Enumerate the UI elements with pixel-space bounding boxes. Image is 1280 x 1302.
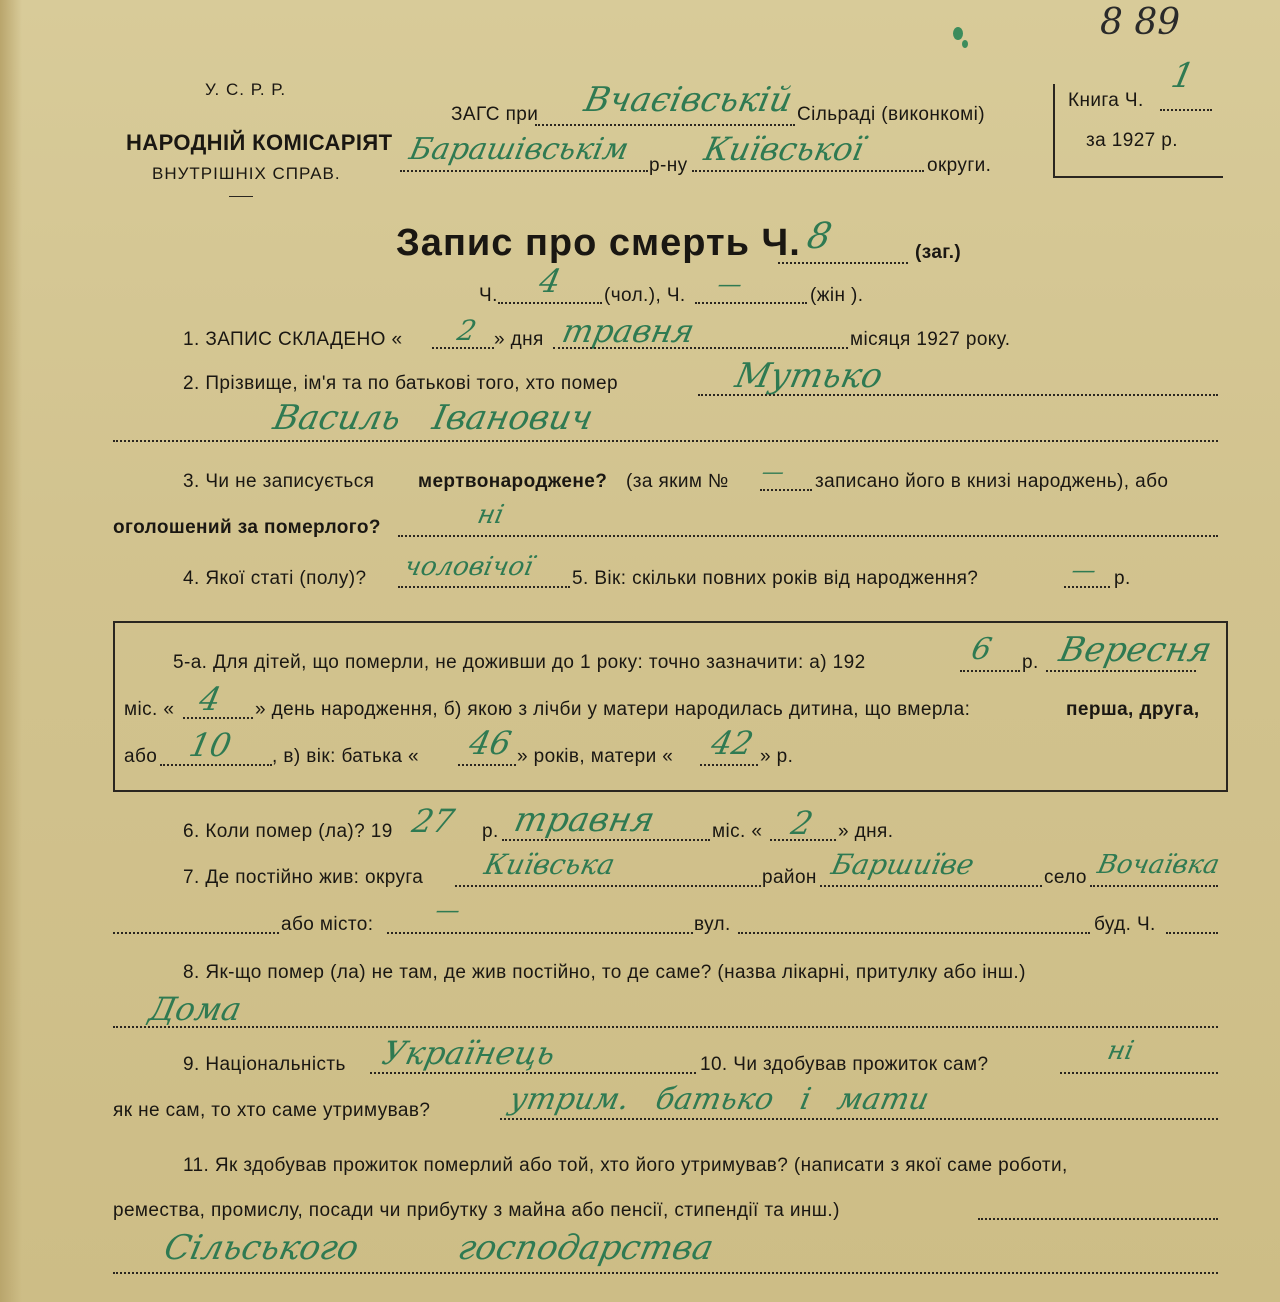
- street-field-label: вул.: [694, 914, 731, 935]
- okruga-line: [692, 170, 924, 172]
- birth-order-line: [160, 764, 272, 766]
- book-year: за 1927 р.: [1086, 130, 1178, 151]
- infant-year-line: [960, 670, 1020, 672]
- declared-dead-line: [398, 535, 1218, 537]
- death-day-line: [770, 839, 836, 841]
- declared-dead-label: оголошений за померлого?: [113, 517, 381, 538]
- okruga-value: Київської: [700, 130, 868, 168]
- raion-field-label: район: [762, 867, 817, 888]
- field1-suffix: місяця 1927 року.: [850, 329, 1011, 350]
- residence-city: —: [433, 896, 463, 924]
- stillborn-label: мертвонароджене?: [418, 471, 608, 492]
- self-supporting-line: [1060, 1072, 1218, 1074]
- selo-field-label: село: [1044, 867, 1087, 888]
- field7-label: 7. Де постійно жив: округа: [183, 867, 424, 888]
- commissariat-label: НАРОДНІЙ КОМІСАРІЯТ: [126, 130, 393, 155]
- birth-order: 10: [185, 726, 235, 764]
- field5a-line2: » день народження, б) якою з лічби у матери народилась дитина, що вмерла:: [255, 699, 971, 720]
- mother-age: 42: [707, 724, 757, 762]
- header-divider: [229, 196, 253, 197]
- field3-mid: (за яким №: [626, 471, 729, 492]
- book-box-bottom: [1053, 176, 1223, 178]
- field5a-line5: » р.: [760, 746, 794, 767]
- field5a-abo: або: [124, 746, 158, 767]
- female-count: —: [715, 270, 745, 298]
- age-line: [1064, 586, 1110, 588]
- mother-age-line: [700, 764, 758, 766]
- ink-spot: [953, 27, 963, 40]
- house-line: [1166, 932, 1218, 934]
- field5a-line3: , в) вік: батька «: [272, 746, 419, 767]
- field4-label: 4. Якої статі (полу)?: [183, 568, 367, 589]
- infant-month-line: [1046, 670, 1196, 672]
- okruga-label: округи.: [927, 155, 992, 176]
- female-count-line: [695, 302, 807, 304]
- field5a-line1: 5-а. Для дітей, що померли, не доживши до 1 року: точно зазначити: а) 192: [173, 652, 866, 673]
- house-field-label: буд. Ч.: [1094, 914, 1156, 935]
- field5a-mis: міс. «: [124, 699, 175, 720]
- death-place-line: [113, 1026, 1218, 1028]
- record-number: 8: [803, 216, 836, 257]
- record-month: травня: [558, 312, 698, 350]
- field5a-r: р.: [1022, 652, 1039, 673]
- nationality: Українець: [378, 1034, 559, 1072]
- infant-birth-month: Вересня: [1055, 630, 1216, 670]
- field9-label: 9. Національність: [183, 1054, 346, 1075]
- infant-day-line: [183, 717, 253, 719]
- self-supporting: ні: [1104, 1036, 1137, 1066]
- father-age-line: [458, 764, 516, 766]
- field5-label: 5. Вік: скільки повних років від народження?: [572, 568, 979, 589]
- declared-dead-answer: ні: [474, 500, 507, 530]
- street-line: [738, 932, 1090, 934]
- field11-line1: 11. Як здобував прожиток померлий або той, хто його утримував? (написати з якої саме роботи,: [183, 1155, 1068, 1176]
- death-day: 2: [787, 804, 817, 842]
- raion-value: Барашівськім: [406, 132, 632, 167]
- residence-selo: Вочаївка: [1094, 850, 1223, 880]
- zags-place: Вчаєівській: [580, 80, 797, 120]
- infant-birth-year: 6: [968, 632, 995, 667]
- council-label: Сільраді (виконкомі): [797, 104, 985, 125]
- occupation: Сільського господарства: [160, 1228, 718, 1268]
- field3-suffix: записано його в книзі народжень), або: [815, 471, 1169, 492]
- ussr-label: У. С. Р. Р.: [205, 80, 287, 99]
- infant-birth-day: 4: [195, 680, 225, 718]
- age-unit: р.: [1114, 568, 1131, 589]
- city-field-label: або місто:: [281, 914, 374, 935]
- form-title: Запис про смерть Ч.: [396, 222, 801, 264]
- death-month: травня: [510, 800, 659, 840]
- male-count-line: [498, 302, 602, 304]
- raion-line: [400, 170, 648, 172]
- name-line: [113, 440, 1218, 442]
- male-label: (чол.), Ч.: [604, 285, 686, 306]
- residence-okruga: Київська: [481, 848, 618, 881]
- residence-okruga-line: [455, 885, 761, 887]
- birth-order-options: перша, друга,: [1066, 699, 1200, 720]
- deceased-name: Василь Іванович: [269, 398, 597, 438]
- residence-raion-line: [820, 885, 1042, 887]
- female-label: (жін ).: [810, 285, 864, 306]
- residence-raion: Баршиїве: [828, 848, 978, 881]
- birth-number-line: [760, 489, 812, 491]
- record-day-line: [432, 347, 494, 349]
- field10-label: 10. Чи здобував прожиток сам?: [700, 1054, 989, 1075]
- sex-line: [398, 586, 570, 588]
- internal-affairs-label: ВНУТРІШНІХ СПРАВ.: [152, 164, 341, 183]
- record-number-line: [778, 262, 908, 264]
- field8-label: 8. Як-що помер (ла) не там, де жив постійно, то де саме? (назва лікарні, притулку або інш.): [183, 962, 1026, 983]
- supporter-label: як не сам, то хто саме утримував?: [113, 1100, 431, 1121]
- field5a-line4: » років, матери «: [517, 746, 674, 767]
- field1-label: 1. ЗАПИС СКЛАДЕНО «: [183, 329, 403, 350]
- book-box-left: [1053, 84, 1055, 176]
- residence-selo-line: [1090, 885, 1218, 887]
- archive-number: 8 89: [1100, 2, 1181, 43]
- age-value: —: [1069, 556, 1099, 584]
- raion-label: р-ну: [649, 155, 688, 176]
- field2-label: 2. Прізвище, ім'я та по батькові того, хто помер: [183, 373, 618, 394]
- book-number: 1: [1167, 56, 1198, 96]
- occupation-line-top: [978, 1218, 1218, 1220]
- supporter-line: [500, 1118, 1218, 1120]
- field6-r: р.: [482, 821, 499, 842]
- field6-label: 6. Коли помер (ла)? 19: [183, 821, 393, 842]
- book-number-line: [1160, 109, 1212, 111]
- book-label: Книга Ч.: [1068, 90, 1144, 111]
- zags-place-line: [535, 124, 795, 126]
- field6-mis: міс. «: [712, 821, 763, 842]
- sex-value: чоловічої: [401, 552, 536, 582]
- death-month-line: [502, 839, 710, 841]
- field3-label: 3. Чи не записується: [183, 471, 375, 492]
- record-month-line: [553, 347, 848, 349]
- birth-number: —: [759, 460, 787, 485]
- death-year: 27: [408, 802, 458, 840]
- male-count: 4: [535, 262, 565, 300]
- field11-line2: ремества, промислу, посади чи прибутку з майна або пенсії, стипендії та инш.): [113, 1200, 840, 1221]
- count-prefix: Ч.: [479, 285, 498, 306]
- supporter-value: утрим. батько і мати: [506, 1082, 933, 1117]
- record-day: 2: [454, 314, 480, 347]
- deceased-surname: Мутько: [731, 356, 887, 396]
- surname-line: [698, 394, 1218, 396]
- field1-mid: » дня: [494, 329, 544, 350]
- zag-label: (заг.): [915, 242, 962, 263]
- city-prefix-line: [113, 932, 279, 934]
- residence-city-line: [387, 932, 693, 934]
- zags-label: ЗАГС при: [451, 104, 539, 125]
- father-age: 46: [465, 724, 515, 762]
- death-place: Дома: [145, 990, 245, 1028]
- occupation-line: [113, 1272, 1218, 1274]
- ink-spot: [962, 40, 968, 48]
- nationality-line: [370, 1072, 696, 1074]
- field6-dnia: » дня.: [838, 821, 894, 842]
